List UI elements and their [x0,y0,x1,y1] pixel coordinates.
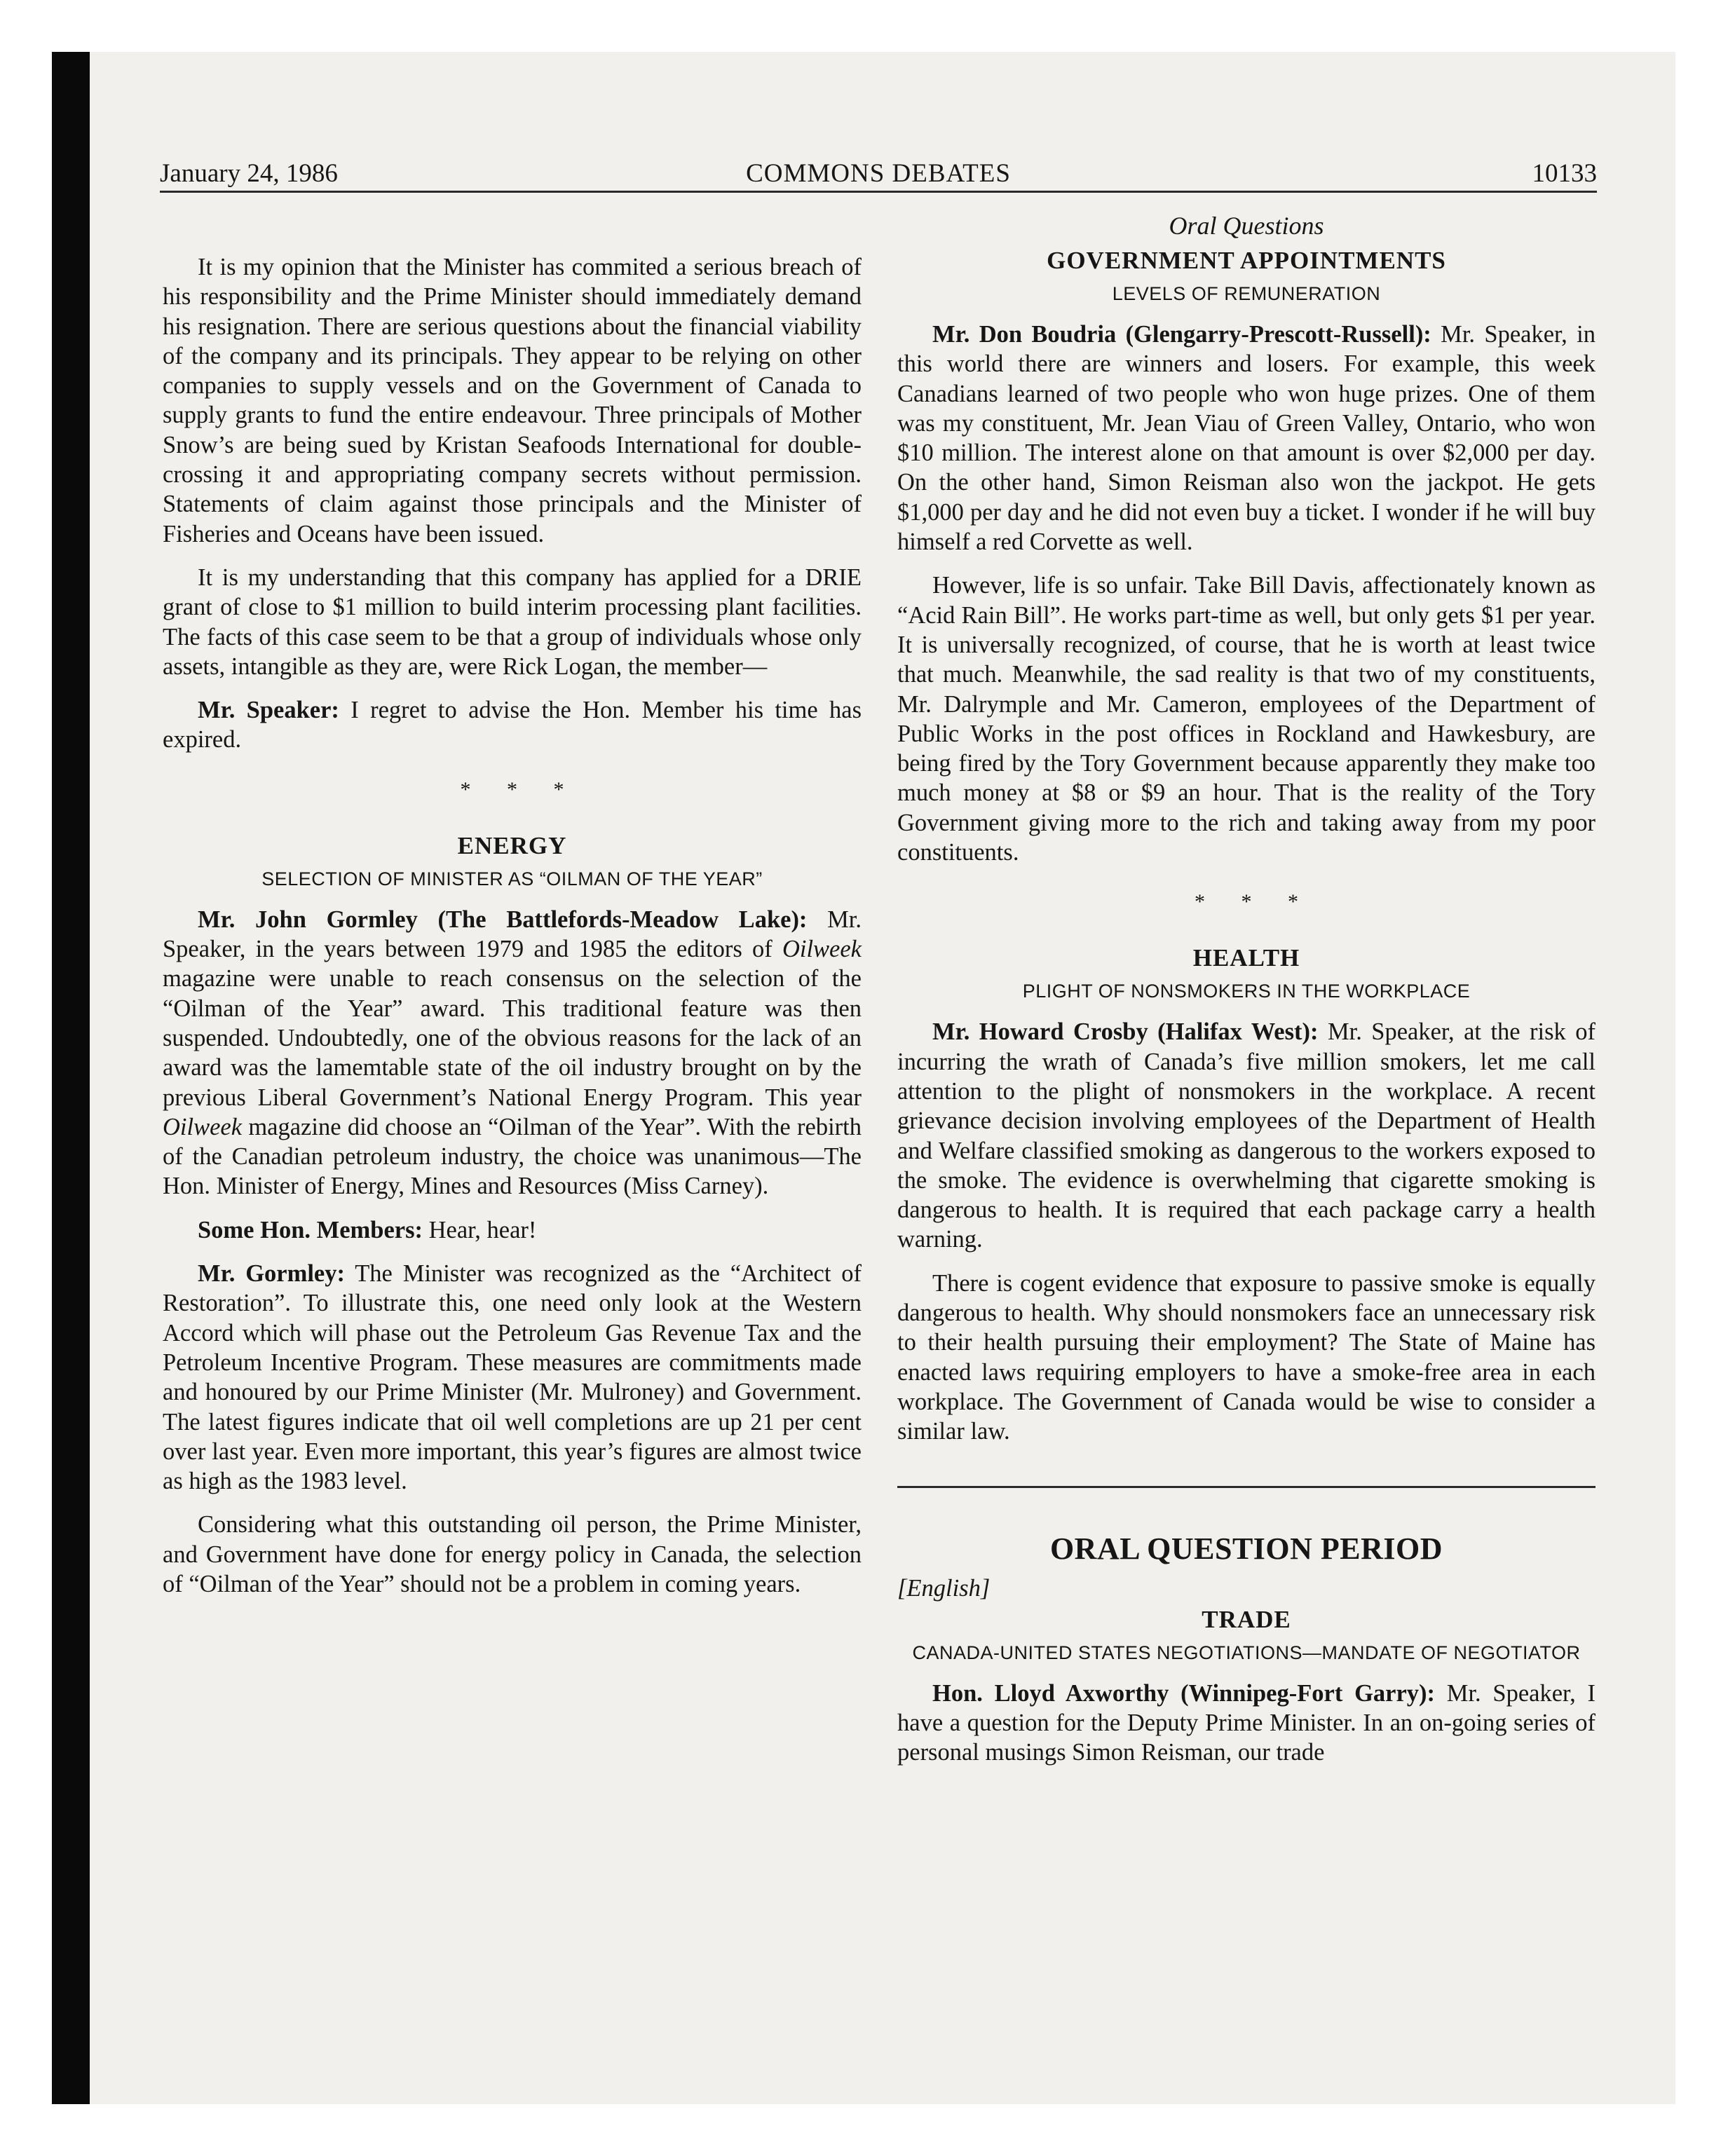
section-subtitle: PLIGHT OF NONSMOKERS IN THE WORKPLACE [1022,981,1471,1002]
speech-text: Mr. Speaker, in this world there are winners and losers. For example, this week Canadians learned of two people who won huge prizes. One of them was my constituent, Mr. Jean Viau of Green Valley, Ontario, who won $10 million. The interest alone on that amount is over $2,000 per day. On the other hand, Simon Reisman also won the jackpot. He gets $1,000 per day and he did not even buy a ticket. I wonder if he will buy himself a red Corvette as well. [897,321,1595,556]
page-header [160,157,1597,193]
major-section-title: ORAL QUESTION PERIOD [1049,1531,1443,1566]
section-separator: * * * [1195,890,1314,914]
right-column [897,210,1595,1781]
section-separator: * * * [460,777,580,801]
section-title: HEALTH [1192,944,1300,972]
scan-edge-bar [52,52,90,2104]
speaker-name: Mr. Don Boudria (Glengarry-Prescott-Russell): [932,321,1431,348]
paragraph: It is my understanding that this company has applied for a DRIE grant of close to $1 million to build interim processing plant facilities. The facts of this case seem to be that a group of individuals whose only assets, intangible as they are, were Rick Logan, the member— [163,564,862,680]
speaker-name: Mr. John Gormley (The Battlefords-Meadow Lake): [198,906,808,933]
speaker-name: Hon. Lloyd Axworthy (Winnipeg-Fort Garry): [932,1679,1436,1707]
section-title: ENERGY [457,831,567,859]
magazine-name: Oilweek [782,936,862,963]
paragraph: There is cogent evidence that exposure to passive smoke is equally dangerous to health. Why should nonsmokers face an unnecessary risk to their health pursuing their employment? The State of Maine has enacted laws requiring employers to have a smoke-free area in each workplace. The Government of Canada would be wise to consider a similar law. [897,1269,1595,1445]
paragraph: However, life is so unfair. Take Bill Davis, affectionately known as “Acid Rain Bill”. He works part-time as well, but only gets $1 per year. It is universally recognized, of course, that he is worth at least twice that much. Meanwhile, the sad reality is that two of my constituents, Mr. Dalrymple and Mr. Cameron, employees of the Department of Public Works in the post offices in Rockland and Hawkesbury, are being fired by the Tory Government because apparently they make too much money at $8 or $9 an hour. That is the reality of the Tory Government giving more to the rich and taking away from my poor constituents. [897,572,1595,866]
magazine-name: Oilweek [163,1113,243,1140]
speaker-name: Mr. Speaker: [198,697,339,724]
header-page-number: 10133 [1532,159,1597,188]
paragraph [897,1017,1595,1254]
speaker-name: Some Hon. Members: [198,1216,423,1243]
section-rule [897,1486,1595,1488]
speech-text: I regret to advise the Hon. Member his time has expired. [163,697,862,753]
speaker-name: Mr. Howard Crosby (Halifax West): [932,1018,1319,1046]
paragraph [163,1215,862,1245]
section-title: TRADE [1202,1605,1291,1633]
paragraph: Considering what this outstanding oil person, the Prime Minister, and Government have done for energy policy in Canada, the selection of “Oilman of the Year” should not be a problem in coming years. [163,1511,862,1597]
speech-text: Mr. Speaker, in the years between 1979 and 1985 the editors of [163,906,862,963]
section-subtitle: SELECTION OF MINISTER AS “OILMAN OF THE YEAR” [261,868,763,889]
header-date: January 24, 1986 [160,159,338,188]
left-column [163,210,862,1613]
paragraph [897,1679,1595,1768]
speech-text: magazine were unable to reach consensus on the selection of the “Oilman of the Year” award. This traditional feature was then suspended. Undoubtedly, one of the obvious reasons for the lack of an award was the lamemtable state of the oil industry brought on by the previous Liberal Government’s National Energy Program. This year [163,965,862,1111]
section-subtitle: CANADA-UNITED STATES NEGOTIATIONS—MANDATE OF NEGOTIATOR [912,1642,1581,1663]
paragraph [897,320,1595,557]
language-marker: [English] [897,1574,991,1602]
speech-text: The Minister was recognized as the “Architect of Restoration”. To illustrate this, one need only look at the Western Accord which will phase out the Petroleum Gas Revenue Tax and the Petroleum Incentive Program. These measures are commitments made and honoured by our Prime Minister (Mr. Mulroney) and Government. The latest figures indicate that oil well completions are up 21 per cent over last year. Even more important, this year’s figures are almost twice as high as the 1983 level. [163,1260,862,1495]
speech-text: magazine did choose an “Oilman of the Year”. With the rebirth of the Canadian petroleum industry, the choice was unanimous—The Hon. Minister of Energy, Mines and Resources (Miss Carney). [163,1113,862,1200]
paragraph [163,905,862,1201]
paragraph [163,695,862,755]
header-title: COMMONS DEBATES [746,159,1011,188]
speech-text: Hear, hear! [422,1216,537,1243]
paragraph [163,1259,862,1496]
section-title: GOVERNMENT APPOINTMENTS [1047,247,1446,274]
section-subtitle: LEVELS OF REMUNERATION [1112,283,1381,304]
paragraph: It is my opinion that the Minister has commited a serious breach of his responsibility and the Prime Minister should immediately demand his resignation. There are serious questions about the financial viability of the company and its principals. They appear to be relying on other companies to supply vessels and on the Government of Canada to supply grants to fund the entire endeavour. Three principals of Mother Snow’s are being sued by Kristan Seafoods International for double-crossing it and appropriating company secrets without permission. Statements of claim against those principals and the Minister of Fisheries and Oceans have been issued. [163,254,862,547]
speech-text: Mr. Speaker, at the risk of incurring the wrath of Canada’s five million smokers, let me call attention to the plight of nonsmokers in the workplace. A recent grievance decision involving employees of the Department of Health and Welfare classified smoking as dangerous to the workers exposed to the smoke. The evidence is overwhelming that cigarette smoking is dangerous to health. It is required that each package carry a health warning. [897,1018,1595,1253]
speech-text: Mr. Speaker, I have a question for the Deputy Prime Minister. In an on-going series of personal musings Simon Reisman, our trade [897,1679,1596,1766]
running-section-label: Oral Questions [1169,212,1324,240]
speaker-name: Mr. Gormley: [198,1260,345,1288]
